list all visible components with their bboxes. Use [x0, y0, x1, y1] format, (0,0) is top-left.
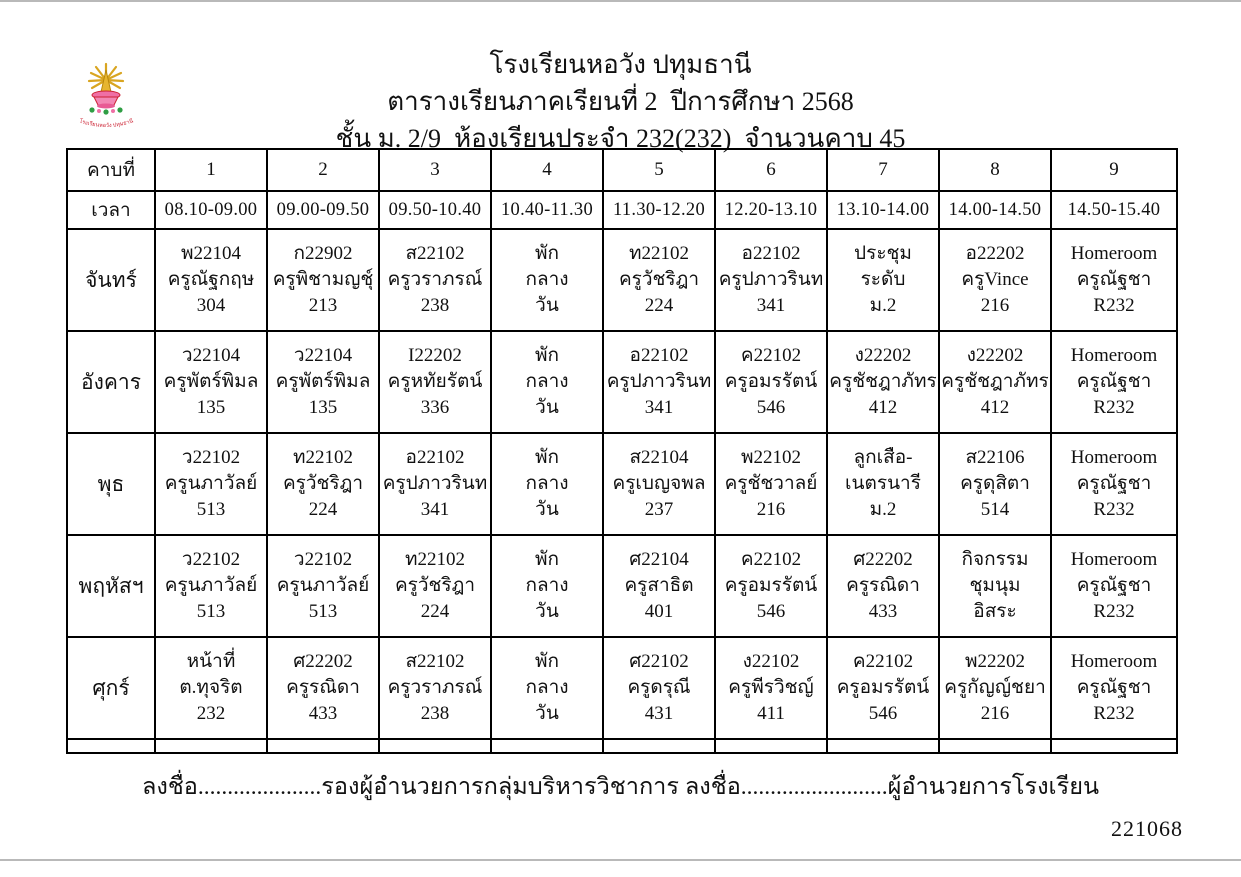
teacher-name: ครูวัชริฎา — [394, 575, 476, 596]
subject-code: อ22102 — [741, 243, 801, 264]
subject-code: พัก — [534, 243, 560, 264]
schedule-cell — [939, 535, 1051, 637]
day-row — [67, 433, 1177, 535]
teacher-name: ครูพัตร์พิมล — [163, 371, 259, 392]
period-number: 2 — [267, 149, 379, 191]
filler-cell — [939, 739, 1051, 753]
schedule-cell — [827, 637, 939, 739]
teacher-name: กลาง — [525, 677, 569, 698]
subject-code: พัก — [534, 447, 560, 468]
timetable-head — [67, 149, 1177, 229]
subject-code: ว22104 — [293, 345, 353, 366]
schedule-cell — [715, 637, 827, 739]
day-name: พฤหัสฯ — [67, 535, 155, 637]
room-number: 238 — [420, 703, 450, 724]
schedule-cell — [939, 331, 1051, 433]
schedule-cell — [491, 637, 603, 739]
subject-code: ท22102 — [628, 243, 690, 264]
schedule-cell — [379, 331, 491, 433]
room-number: 304 — [196, 295, 226, 316]
schedule-cell — [603, 433, 715, 535]
room-number: 546 — [756, 397, 786, 418]
filler-cell — [715, 739, 827, 753]
schedule-cell — [155, 535, 267, 637]
room-number: 336 — [420, 397, 450, 418]
teacher-name: ต.ทุจริต — [179, 677, 243, 698]
room-number: R232 — [1093, 295, 1135, 316]
time-range: 13.10-14.00 — [827, 191, 939, 229]
subject-code: ส22106 — [965, 447, 1025, 468]
room-number: 213 — [308, 295, 338, 316]
schedule-cell — [827, 535, 939, 637]
day-name: อังคาร — [67, 331, 155, 433]
teacher-name: ชุมนุม — [969, 575, 1021, 596]
room-number: R232 — [1093, 703, 1135, 724]
time-header-row — [67, 191, 1177, 229]
schedule-cell — [491, 331, 603, 433]
schedule-cell — [267, 229, 379, 331]
schedule-cell — [267, 535, 379, 637]
page-top-divider — [0, 0, 1241, 2]
teacher-name: ครูสาธิต — [624, 575, 694, 596]
schedule-cell — [939, 229, 1051, 331]
teacher-name: เนตรนารี — [845, 473, 921, 494]
room-number: 431 — [644, 703, 674, 724]
filler-cell — [67, 739, 155, 753]
teacher-name: ครูพีรวิชญ์ — [728, 677, 814, 698]
room-number: 546 — [868, 703, 898, 724]
period-header-row — [67, 149, 1177, 191]
room-number: 232 — [196, 703, 226, 724]
day-name: พุธ — [67, 433, 155, 535]
time-range: 14.00-14.50 — [939, 191, 1051, 229]
subject-code: Homeroom — [1070, 243, 1158, 264]
teacher-name: ครูเบญจพล — [612, 473, 706, 494]
room-number: R232 — [1093, 601, 1135, 622]
room-number: วัน — [535, 397, 559, 418]
teacher-name: ครูอมรรัตน์ — [724, 371, 818, 392]
subject-code: I22202 — [408, 345, 462, 366]
room-number: วัน — [535, 703, 559, 724]
subject-code: ประชุม — [854, 243, 912, 264]
subject-code: Homeroom — [1070, 651, 1158, 672]
subject-code: ส22102 — [405, 651, 465, 672]
period-number: 6 — [715, 149, 827, 191]
teacher-name: ครูปภาวรินท — [606, 371, 712, 392]
subject-code: อ22102 — [629, 345, 689, 366]
teacher-name: ครูชัชฎาภัทร — [829, 371, 937, 392]
schedule-cell — [1051, 433, 1177, 535]
schedule-cell — [155, 331, 267, 433]
schedule-cell — [379, 535, 491, 637]
subject-code: ลูกเสือ- — [853, 447, 913, 468]
room-number: 341 — [644, 397, 674, 418]
schedule-cell — [267, 331, 379, 433]
subject-code: พ22102 — [740, 447, 802, 468]
teacher-name: ครูณัฐชา — [1076, 269, 1152, 290]
room-number: 412 — [868, 397, 898, 418]
subject-code: ค22102 — [740, 549, 802, 570]
teacher-name: ครูณัฐกฤษ — [167, 269, 255, 290]
schedule-cell — [603, 331, 715, 433]
schedule-cell — [603, 229, 715, 331]
period-number: 4 — [491, 149, 603, 191]
schedule-cell — [379, 229, 491, 331]
teacher-name: ครูรณิดา — [846, 575, 920, 596]
teacher-name: ครูวราภรณ์ — [387, 269, 483, 290]
filler-cell — [827, 739, 939, 753]
subject-code: ศ22202 — [853, 549, 913, 570]
filler-cell — [603, 739, 715, 753]
teacher-name: ครูนภาวัลย์ — [164, 473, 258, 494]
room-number: 341 — [420, 499, 450, 520]
teacher-name: ครูนภาวัลย์ — [164, 575, 258, 596]
teacher-name: กลาง — [525, 473, 569, 494]
filler-cell — [1051, 739, 1177, 753]
schedule-cell — [267, 637, 379, 739]
filler-cell — [155, 739, 267, 753]
day-row — [67, 229, 1177, 331]
teacher-name: ครูดุสิตา — [960, 473, 1030, 494]
period-number: 1 — [155, 149, 267, 191]
subject-code: Homeroom — [1070, 549, 1158, 570]
schedule-cell — [603, 637, 715, 739]
filler-cell — [267, 739, 379, 753]
filler-row — [67, 739, 1177, 753]
teacher-name: ครูนภาวัลย์ — [276, 575, 370, 596]
room-number: วัน — [535, 601, 559, 622]
schedule-cell — [715, 229, 827, 331]
room-number: 216 — [980, 703, 1010, 724]
subject-code: อ22202 — [965, 243, 1025, 264]
semester-title: ตารางเรียนภาคเรียนที่ 2 ปีการศึกษา 2568 — [387, 87, 854, 116]
schedule-cell — [491, 433, 603, 535]
schedule-cell — [1051, 229, 1177, 331]
teacher-name: ครูวราภรณ์ — [387, 677, 483, 698]
room-number: อิสระ — [973, 601, 1017, 622]
room-number: 514 — [980, 499, 1010, 520]
teacher-name: ครูVince — [961, 269, 1029, 290]
teacher-name: ครูรณิดา — [286, 677, 360, 698]
school-name: โรงเรียนหอวัง ปทุมธานี — [489, 50, 752, 79]
teacher-name: กลาง — [525, 371, 569, 392]
subject-code: หน้าที่ — [186, 651, 236, 672]
teacher-name: ครูปภาวรินท — [718, 269, 824, 290]
schedule-cell — [1051, 535, 1177, 637]
time-range: 08.10-09.00 — [155, 191, 267, 229]
day-name: จันทร์ — [67, 229, 155, 331]
room-number: 135 — [196, 397, 226, 418]
day-row — [67, 331, 1177, 433]
subject-code: Homeroom — [1070, 345, 1158, 366]
document-number: 221068 — [1111, 816, 1183, 841]
time-range: 14.50-15.40 — [1051, 191, 1177, 229]
room-number: 513 — [308, 601, 338, 622]
subject-code: ว22102 — [181, 447, 241, 468]
schedule-cell — [1051, 331, 1177, 433]
schedule-cell — [155, 637, 267, 739]
signature-line: ลงชื่อ.....................รองผู้อำนวยการกลุ่มบริหารวิชาการ ลงชื่อ.........................ผู้อำนวยการโรงเรียน — [141, 774, 1100, 800]
period-number: 3 — [379, 149, 491, 191]
time-range: 09.00-09.50 — [267, 191, 379, 229]
room-number: 433 — [308, 703, 338, 724]
subject-code: พัก — [534, 651, 560, 672]
teacher-name: ครูชัชฎาภัทร — [941, 371, 1049, 392]
schedule-cell — [379, 637, 491, 739]
teacher-name: ครูดรุณี — [627, 677, 691, 698]
schedule-cell — [603, 535, 715, 637]
room-number: 135 — [308, 397, 338, 418]
subject-code: ง22202 — [966, 345, 1024, 366]
room-number: R232 — [1093, 397, 1135, 418]
room-number: 433 — [868, 601, 898, 622]
subject-code: ศ22104 — [629, 549, 689, 570]
room-number: 411 — [757, 703, 785, 724]
room-number: วัน — [535, 295, 559, 316]
subject-code: ว22104 — [181, 345, 241, 366]
subject-code: พ22104 — [180, 243, 242, 264]
schedule-cell — [939, 637, 1051, 739]
schedule-cell — [379, 433, 491, 535]
teacher-name: ครูกัญญ์ชยา — [944, 677, 1046, 698]
schedule-cell — [155, 229, 267, 331]
teacher-name: ครูชัชวาลย์ — [724, 473, 818, 494]
subject-code: ว22102 — [181, 549, 241, 570]
filler-cell — [491, 739, 603, 753]
teacher-name: ครูปภาวรินท — [382, 473, 488, 494]
room-number: 513 — [196, 499, 226, 520]
filler-cell — [379, 739, 491, 753]
subject-code: ก22902 — [293, 243, 353, 264]
teacher-name: ครูวัชริฎา — [618, 269, 700, 290]
subject-code: ท22102 — [404, 549, 466, 570]
teacher-name: ครูวัชริฎา — [282, 473, 364, 494]
subject-code: กิจกรรม — [961, 549, 1029, 570]
class-info: ชั้น ม. 2/9 ห้องเรียนประจำ 232(232) จำนวนคาบ 45 — [335, 124, 906, 153]
teacher-name: กลาง — [525, 575, 569, 596]
subject-code: ว22102 — [293, 549, 353, 570]
subject-code: ท22102 — [292, 447, 354, 468]
subject-code: ค22102 — [740, 345, 802, 366]
teacher-name: ครูอมรรัตน์ — [724, 575, 818, 596]
time-header-label: เวลา — [67, 191, 155, 229]
period-number: 8 — [939, 149, 1051, 191]
period-header-label: คาบที่ — [67, 149, 155, 191]
subject-code: พ22202 — [964, 651, 1026, 672]
period-number: 5 — [603, 149, 715, 191]
schedule-cell — [155, 433, 267, 535]
schedule-cell — [827, 433, 939, 535]
teacher-name: ครูณัฐชา — [1076, 371, 1152, 392]
room-number: 546 — [756, 601, 786, 622]
room-number: R232 — [1093, 499, 1135, 520]
page-bottom-divider — [0, 859, 1241, 861]
subject-code: ส22102 — [405, 243, 465, 264]
time-range: 11.30-12.20 — [603, 191, 715, 229]
schedule-cell — [491, 535, 603, 637]
timetable-body — [67, 229, 1177, 753]
period-number: 7 — [827, 149, 939, 191]
room-number: 412 — [980, 397, 1010, 418]
room-number: 216 — [756, 499, 786, 520]
day-row — [67, 535, 1177, 637]
schedule-cell — [715, 331, 827, 433]
schedule-cell — [827, 229, 939, 331]
schedule-cell — [939, 433, 1051, 535]
teacher-name: กลาง — [525, 269, 569, 290]
room-number: 238 — [420, 295, 450, 316]
schedule-cell — [715, 433, 827, 535]
subject-code: พัก — [534, 549, 560, 570]
day-name: ศุกร์ — [67, 637, 155, 739]
subject-code: ศ22102 — [629, 651, 689, 672]
title-block — [0, 46, 1241, 157]
schedule-cell — [827, 331, 939, 433]
room-number: 513 — [196, 601, 226, 622]
timetable — [66, 148, 1178, 754]
room-number: ม.2 — [869, 499, 897, 520]
room-number: 224 — [308, 499, 338, 520]
schedule-cell — [1051, 637, 1177, 739]
teacher-name: ครูณัฐชา — [1076, 677, 1152, 698]
logo-caption: โรงเรียนหอวัง ปทุมธานี — [78, 118, 135, 130]
teacher-name: ครูณัฐชา — [1076, 575, 1152, 596]
teacher-name: ครูณัฐชา — [1076, 473, 1152, 494]
teacher-name: ครูอมรรัตน์ — [836, 677, 930, 698]
teacher-name: ระดับ — [860, 269, 906, 290]
time-range: 12.20-13.10 — [715, 191, 827, 229]
subject-code: ค22102 — [852, 651, 914, 672]
time-range: 09.50-10.40 — [379, 191, 491, 229]
subject-code: อ22102 — [405, 447, 465, 468]
room-number: วัน — [535, 499, 559, 520]
period-number: 9 — [1051, 149, 1177, 191]
subject-code: ส22104 — [629, 447, 689, 468]
teacher-name: ครูพัตร์พิมล — [275, 371, 371, 392]
teacher-name: ครูพิชามญชุ์ — [272, 269, 374, 290]
schedule-cell — [715, 535, 827, 637]
schedule-cell — [491, 229, 603, 331]
subject-code: ง22202 — [854, 345, 912, 366]
subject-code: ง22102 — [742, 651, 800, 672]
room-number: 224 — [420, 601, 450, 622]
room-number: 216 — [980, 295, 1010, 316]
time-range: 10.40-11.30 — [491, 191, 603, 229]
room-number: 237 — [644, 499, 674, 520]
schedule-cell — [267, 433, 379, 535]
subject-code: ศ22202 — [293, 651, 353, 672]
day-row — [67, 637, 1177, 739]
subject-code: พัก — [534, 345, 560, 366]
teacher-name: ครูหทัยรัตน์ — [387, 371, 483, 392]
room-number: 341 — [756, 295, 786, 316]
room-number: 224 — [644, 295, 674, 316]
subject-code: Homeroom — [1070, 447, 1158, 468]
room-number: 401 — [644, 601, 674, 622]
room-number: ม.2 — [869, 295, 897, 316]
